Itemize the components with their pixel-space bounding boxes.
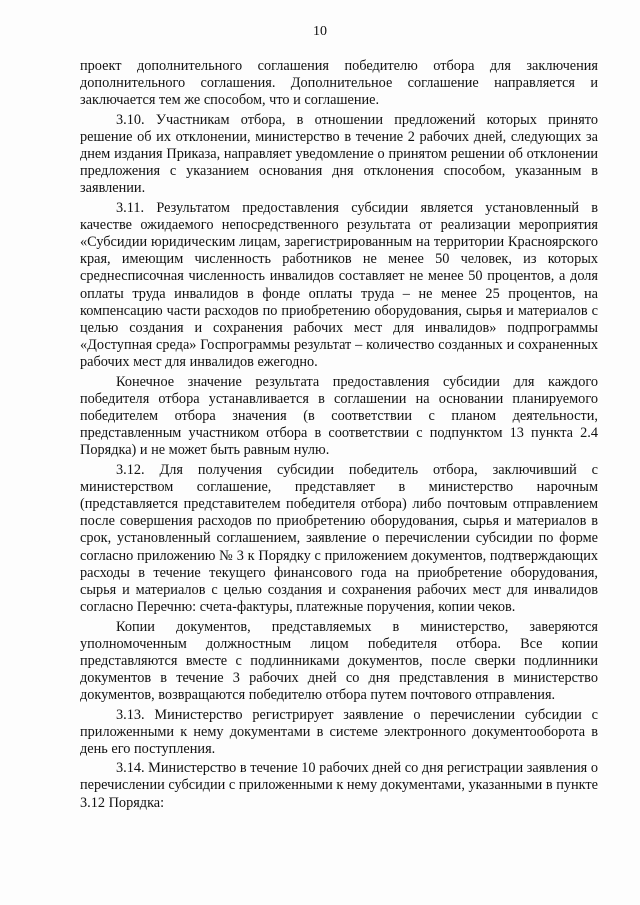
paragraph-2: 3.10. Участникам отбора, в отношении предложений которых принято решение об их отклонении, министерство в течение 2 рабочих дней, следующих за днем издания Приказа, направляет уведомление о принятом решении об отклонении предложения с указанием основания дня отклонения способом, указанным в заявлении. [80, 111, 598, 197]
paragraph-3: 3.11. Результатом предоставления субсидии является установленный в качестве ожидаемого непосредственного результата от реализации мероприятия «Субсидии юридическим лицам, зарегистрированным на территории Красноярского края, имеющим численность работников не менее 50 человек, из которых среднесписочная численность инвалидов составляет не менее 50 процентов, а доля оплаты труда инвалидов в фонде оплаты труда – не менее 25 процентов, на компенсацию части расходов по приобретению оборудования, сырья и материалов с целью создания и сохранения рабочих мест для инвалидов» подпрограммы «Доступная среда» Госпрограммы результат – количество созданных и сохраненных рабочих мест для инвалидов ежегодно. [80, 199, 598, 371]
document-body [80, 58, 598, 814]
paragraph-7: 3.13. Министерство регистрирует заявление о перечислении субсидии с приложенными к нему документами в системе электронного документооборота в день его поступления. [80, 706, 598, 757]
paragraph-4: Конечное значение результата предоставления субсидии для каждого победителя отбора устанавливается в соглашении на основании планируемого победителем отбора значения (в соответствии с планом деятельности, представленным участником отбора в соответствии с подпунктом 13 пункта 2.4 Порядка) и не может быть равным нулю. [80, 373, 598, 459]
paragraph-1: проект дополнительного соглашения победителю отбора для заключения дополнительного соглашения. Дополнительное соглашение направляется и заключается тем же способом, что и соглашение. [80, 58, 598, 109]
paragraph-5: 3.12. Для получения субсидии победитель отбора, заключивший с министерством соглашение, представляет в министерство нарочным (представляется представителем победителя отбора) либо почтовым отправлением после совершения расходов по приобретению оборудования, сырья и материалов в срок, установленный соглашением, заявление о перечислении субсидии по форме согласно приложению № 3 к Порядку с приложением документов, подтверждающих расходы в течение текущего финансового года на приобретение оборудования, сырья и материалов с целью создания и сохранения рабочих мест для инвалидов согласно Перечню: счета-фактуры, платежные поручения, копии чеков. [80, 461, 598, 616]
paragraph-8: 3.14. Министерство в течение 10 рабочих дней со дня регистрации заявления о перечислении субсидии с приложенными к нему документами, указанными в пункте 3.12 Порядка: [80, 760, 598, 811]
page-number: 10 [313, 24, 327, 39]
paragraph-6: Копии документов, представляемых в министерство, заверяются уполномоченным должностным лицом победителя отбора. Все копии представляются вместе с подлинниками документов, после сверки подлинники документов в течение 3 рабочих дней со дня представления в министерство документов, возвращаются победителю отбора путем почтового отправления. [80, 618, 598, 704]
